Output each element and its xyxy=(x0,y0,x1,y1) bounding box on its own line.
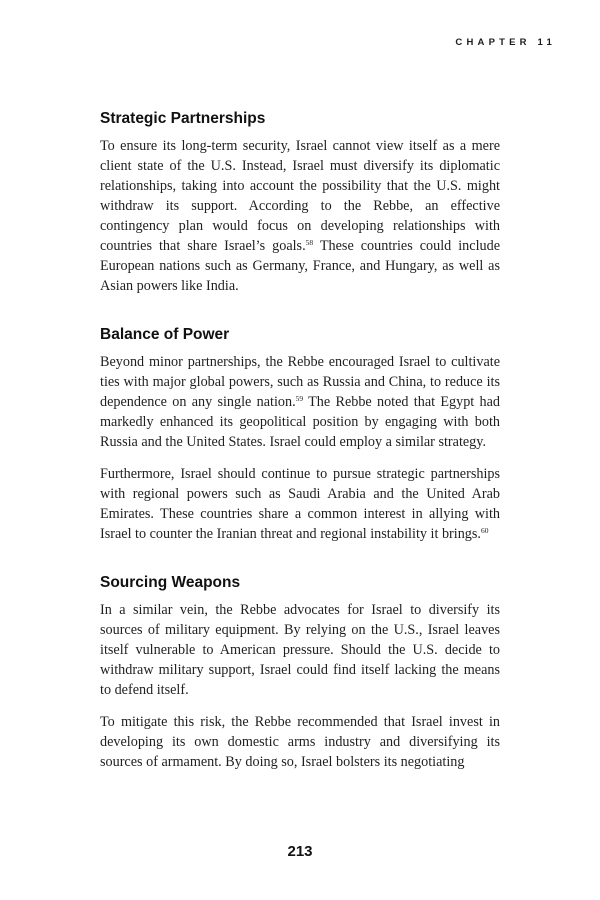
page-number: 213 xyxy=(287,843,313,860)
paragraph-text: To mitigate this risk, the Rebbe recommended that Israel invest in developing its own domestic arms industry and diversifying its sources of armament. By doing so, Israel bolsters its negotiating xyxy=(100,714,500,770)
body-paragraph xyxy=(100,712,500,772)
footnote-marker: 58 xyxy=(305,238,314,247)
paragraph-text: In a similar vein, the Rebbe advocates for Israel to diversify its sources of military equipment. By relying on the U.S., Israel leaves itself vulnerable to American pressure. Should the U.S. decide to withdraw military support, Israel could find itself lacking the means to defend itself. xyxy=(100,602,500,698)
section-heading: Strategic Partnerships xyxy=(100,110,266,127)
section-strategic-partnerships xyxy=(100,108,500,296)
footnote-marker: 59 xyxy=(295,394,304,403)
section-heading: Balance of Power xyxy=(100,326,230,343)
paragraph-text: The Rebbe noted that Egypt had markedly enhanced its geopolitical position by engaging with both Russia and the United States. Israel could employ a similar strategy. xyxy=(100,394,500,450)
body-paragraph xyxy=(100,352,500,452)
paragraph-text: These countries could include European nations such as Germany, France, and Hungary, as well as Asian powers like India. xyxy=(100,238,500,294)
paragraph-text: Beyond minor partnerships, the Rebbe encouraged Israel to cultivate ties with major global powers, such as Russia and China, to reduce its dependence on any single nation. xyxy=(100,354,500,410)
paragraph-text: Furthermore, Israel should continue to pursue strategic partnerships with regional powers such as Saudi Arabia and the United Arab Emirates. These countries share a common interest in allying with Israel to counter the Iranian threat and regional instability it brings. xyxy=(100,466,500,542)
running-head: CHAPTER 11 xyxy=(455,37,556,48)
body-paragraph xyxy=(100,136,500,296)
footnote-marker: 60 xyxy=(480,526,489,535)
body-paragraph xyxy=(100,600,500,700)
page-body xyxy=(100,108,500,772)
body-paragraph xyxy=(100,464,500,544)
section-sourcing-weapons xyxy=(100,572,500,772)
section-balance-of-power xyxy=(100,324,500,544)
section-heading: Sourcing Weapons xyxy=(100,574,241,591)
paragraph-text: To ensure its long-term security, Israel cannot view itself as a mere client state of the U.S. Instead, Israel must diversify its diplomatic relationships, taking into account the possibility that the U.S. might withdraw its support. According to the Rebbe, an effective contingency plan would focus on developing relationships with countries that share Israel’s goals. xyxy=(100,138,500,254)
